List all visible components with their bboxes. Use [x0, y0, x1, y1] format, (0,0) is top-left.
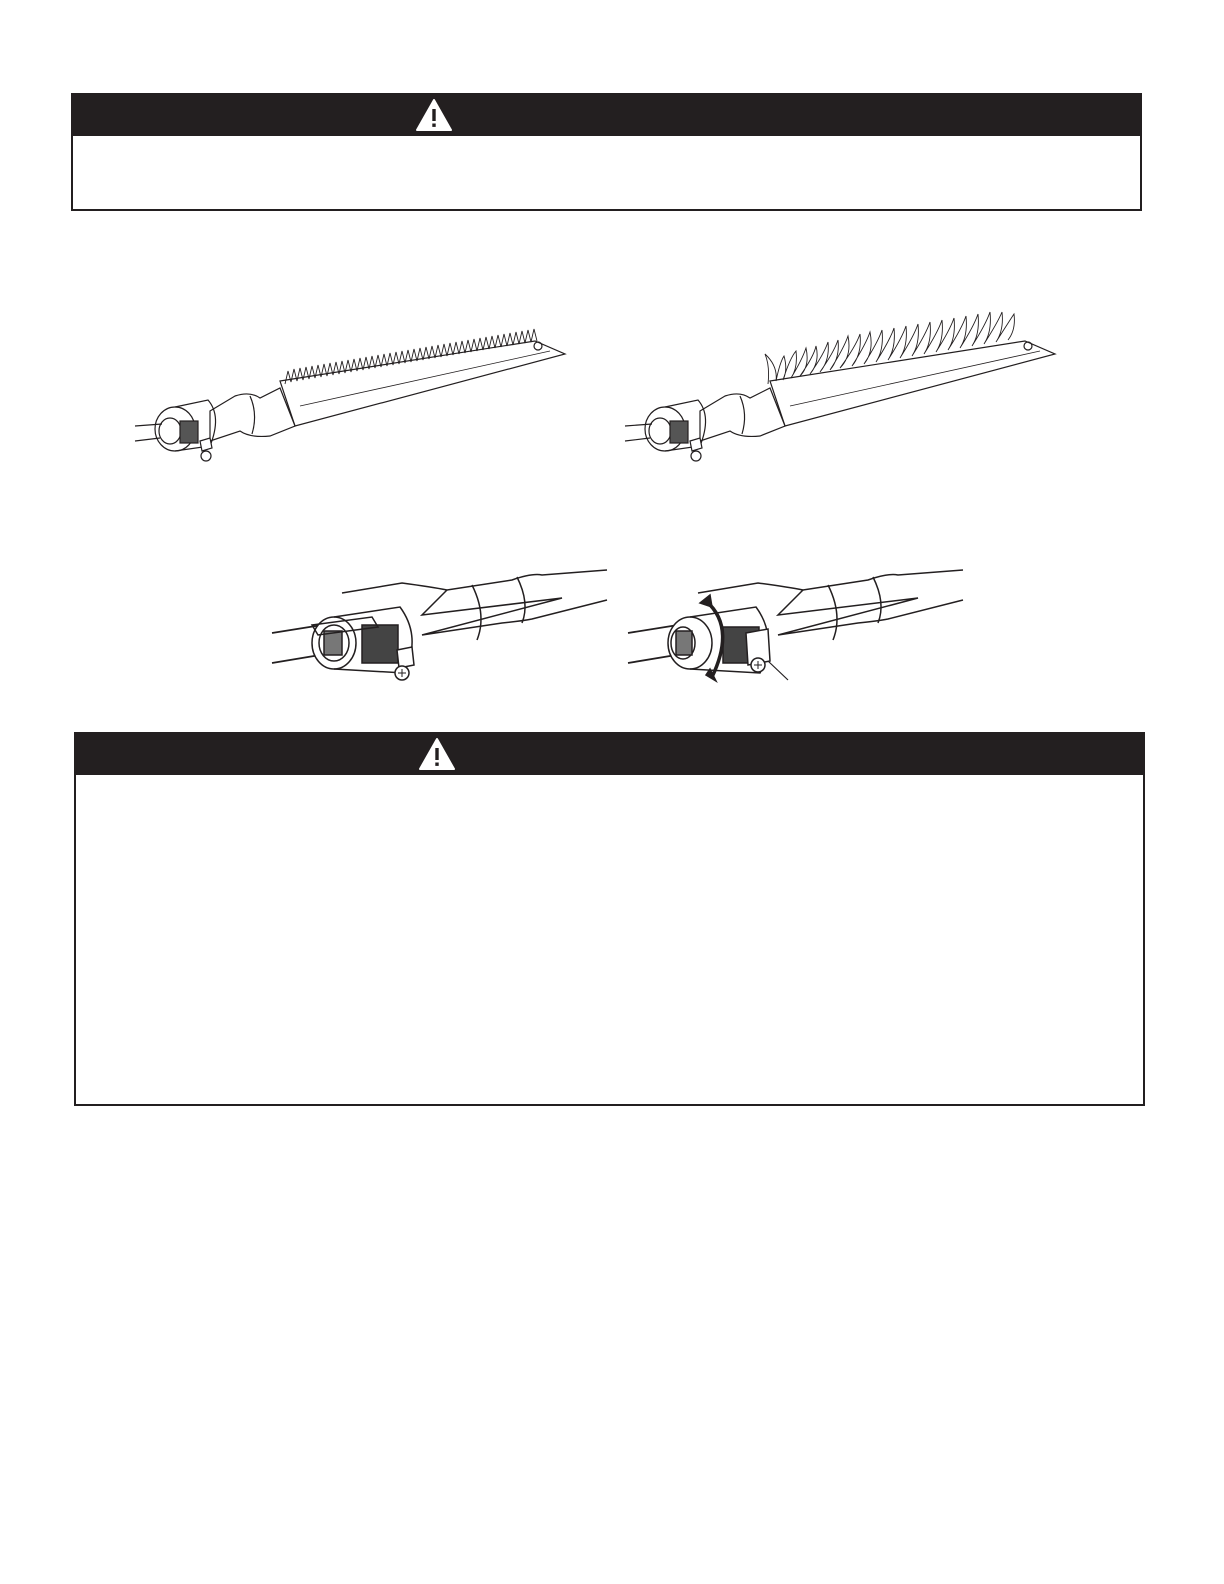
- warning-header-bar: [76, 734, 1143, 775]
- warning-box-top: [71, 93, 1142, 211]
- warning-header-bar: [73, 95, 1140, 136]
- warning-triangle-icon: [415, 98, 453, 132]
- air-shutter-rotate-illustration: [628, 555, 973, 690]
- warning-triangle-icon: [418, 737, 456, 771]
- burner-short-flame-illustration: [130, 296, 580, 471]
- burner-tall-flame-illustration: [620, 296, 1070, 471]
- warning-box-bottom: [74, 732, 1145, 1106]
- air-shutter-detail-illustration: [272, 555, 612, 690]
